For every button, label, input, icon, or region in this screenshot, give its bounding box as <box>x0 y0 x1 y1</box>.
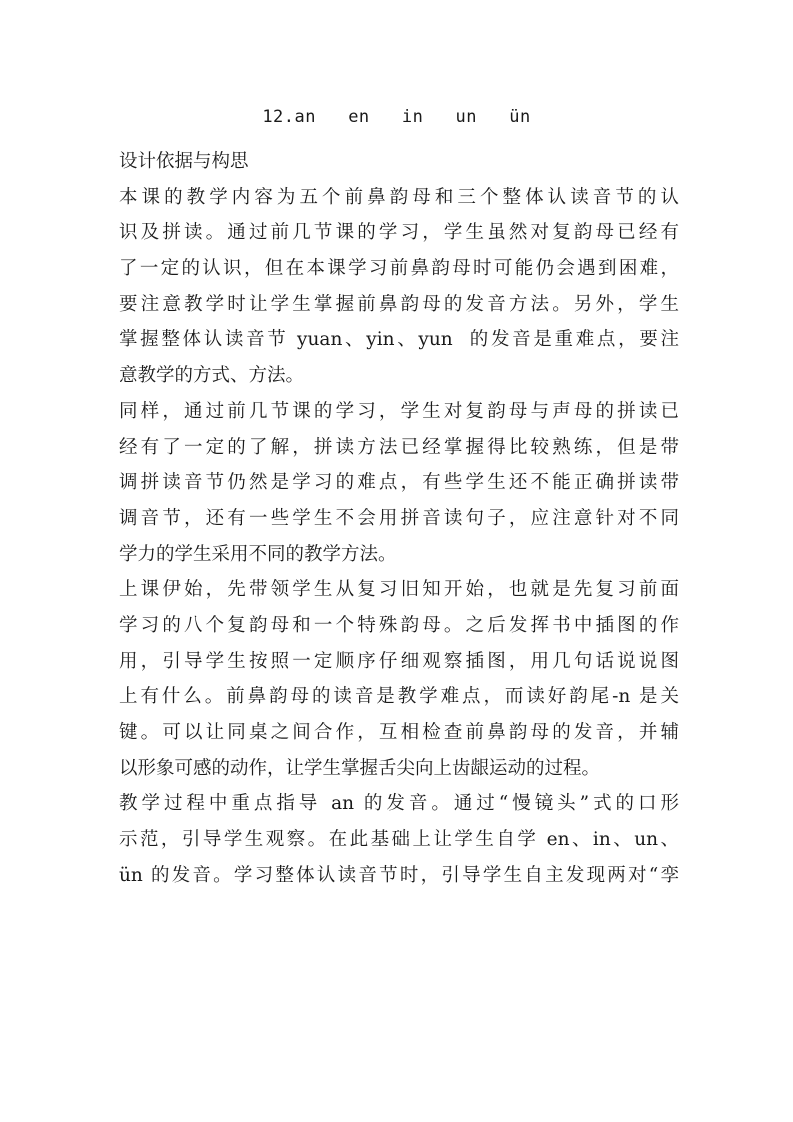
paragraph-line: 调拼读音节仍然是学习的难点，有些学生还不能正确拼读带 <box>119 472 679 494</box>
paragraph-line: 教学过程中重点指导 an 的发音。通过“慢镜头”式的口形 <box>119 793 679 815</box>
paragraph-line: 键。可以让同桌之间合作，互相检查前鼻韵母的发音，并辅 <box>119 722 679 743</box>
document-title: 12.an en in un ün <box>262 107 531 127</box>
paragraph-line: 以形象可感的动作，让学生掌握舌尖向上齿龈运动的过程。 <box>119 757 601 779</box>
paragraph-line: 上有什么。前鼻韵母的读音是教学难点，而读好韵尾-n 是关 <box>119 686 679 708</box>
section-heading: 设计依据与构思 <box>119 151 249 172</box>
paragraph-line: 调音节，还有一些学生不会用拼音读句子，应注意针对不同 <box>119 507 679 529</box>
paragraph-line: 用，引导学生按照一定顺序仔细观察插图，用几句话说说图 <box>119 650 679 672</box>
paragraph-line: 经有了一定的了解，拼读方法已经掌握得比较熟练，但是带 <box>119 436 679 458</box>
paragraph-line: 识及拼读。通过前几节课的学习，学生虽然对复韵母已经有 <box>119 222 679 244</box>
paragraph-line: 意教学的方式、方法。 <box>119 365 305 387</box>
paragraph-line: 掌握整体认读音节 yuan、yin、yun 的发音是重难点，要注 <box>119 329 679 351</box>
paragraph-line: ün 的发音。学习整体认读音节时，引导学生自主发现两对“孪 <box>119 864 679 886</box>
document-body <box>119 144 679 893</box>
paragraph-line: 学力的学生采用不同的教学方法。 <box>119 543 397 565</box>
paragraph-line: 学习的八个复韵母和一个特殊韵母。之后发挥书中插图的作 <box>119 614 679 636</box>
paragraph-line: 要注意教学时让学生掌握前鼻韵母的发音方法。另外，学生 <box>119 293 679 315</box>
paragraph-line: 了一定的认识，但在本课学习前鼻韵母时可能仍会遇到困难， <box>119 258 679 280</box>
paragraph-line: 示范，引导学生观察。在此基础上让学生自学 en、in、un、 <box>119 829 679 851</box>
paragraph-line: 上课伊始，先带领学生从复习旧知开始，也就是先复习前面 <box>119 579 679 601</box>
paragraph-line: 同样，通过前几节课的学习，学生对复韵母与声母的拼读已 <box>119 400 679 422</box>
paragraph-line: 本课的教学内容为五个前鼻韵母和三个整体认读音节的认 <box>119 186 679 208</box>
